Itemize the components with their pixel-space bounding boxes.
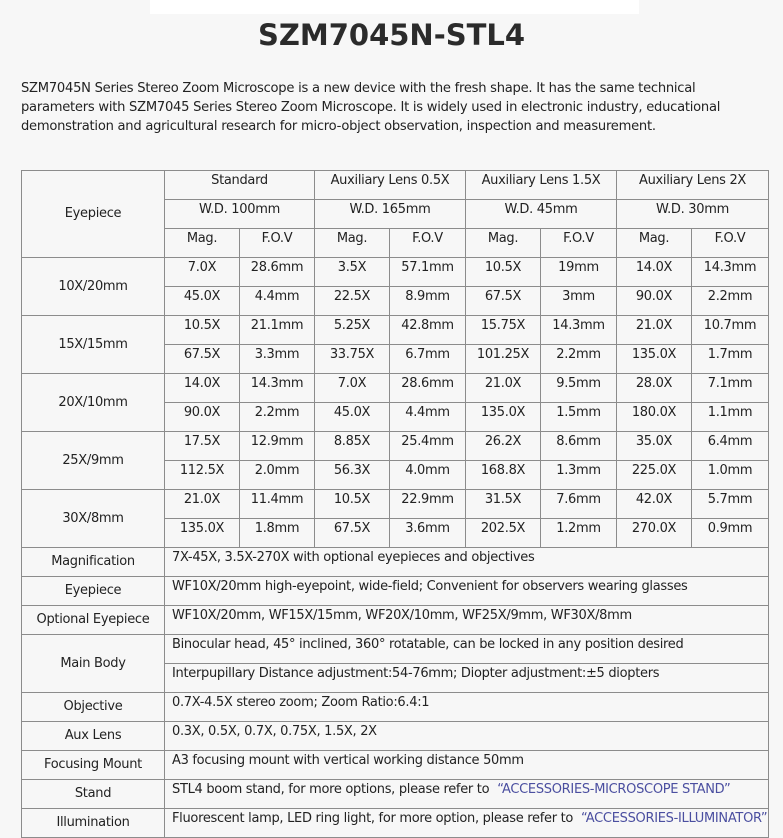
- table-row: [22, 432, 769, 461]
- mag-cell: 180.0X: [617, 403, 692, 432]
- fov-cell: 2.2mm: [240, 403, 315, 432]
- spec-value: [165, 751, 769, 780]
- fov-cell: 22.9mm: [390, 490, 466, 519]
- fov-cell: 2.2mm: [541, 345, 617, 374]
- mag-cell: 270.0X: [617, 519, 692, 548]
- fov-cell: 1.0mm: [692, 461, 769, 490]
- spec-label: Stand: [22, 780, 165, 809]
- table-row: [22, 374, 769, 403]
- mag-cell: 225.0X: [617, 461, 692, 490]
- spec-row: [22, 751, 769, 780]
- spec-value-text: 0.3X, 0.5X, 0.7X, 0.75X, 1.5X, 2X: [172, 724, 377, 739]
- fov-cell: 6.4mm: [692, 432, 769, 461]
- fov-cell: 8.6mm: [541, 432, 617, 461]
- spec-value: [165, 693, 769, 722]
- spec-label: Objective: [22, 693, 165, 722]
- spec-value-text: WF10X/20mm high-eyepoint, wide-field; Convenient for observers wearing glasses: [172, 579, 688, 594]
- mag-cell: 45.0X: [165, 287, 240, 316]
- spec-label: Optional Eyepiece: [22, 606, 165, 635]
- eyepiece-label: 10X/20mm: [22, 258, 165, 316]
- fov-cell: 2.0mm: [240, 461, 315, 490]
- fov-cell: 4.0mm: [390, 461, 466, 490]
- mag-header: Mag.: [315, 229, 390, 258]
- fov-cell: 14.3mm: [692, 258, 769, 287]
- mag-cell: 135.0X: [617, 345, 692, 374]
- fov-cell: 12.9mm: [240, 432, 315, 461]
- spec-row: [22, 722, 769, 751]
- fov-cell: 25.4mm: [390, 432, 466, 461]
- spec-value-text: WF10X/20mm, WF15X/15mm, WF20X/10mm, WF25X/9mm, WF30X/8mm: [172, 608, 632, 623]
- fov-cell: 9.5mm: [541, 374, 617, 403]
- mag-cell: 90.0X: [165, 403, 240, 432]
- eyepiece-label: 20X/10mm: [22, 374, 165, 432]
- spec-row: [22, 548, 769, 577]
- fov-cell: 6.7mm: [390, 345, 466, 374]
- spec-row: [22, 780, 769, 809]
- spec-value-text: A3 focusing mount with vertical working distance 50mm: [172, 753, 524, 768]
- eyepiece-header: Eyepiece: [22, 171, 165, 258]
- mag-cell: 22.5X: [315, 287, 390, 316]
- spec-value: [165, 548, 769, 577]
- mag-cell: 67.5X: [165, 345, 240, 374]
- spec-value-text: Binocular head, 45° inclined, 360° rotatable, can be locked in any position desired: [172, 637, 684, 652]
- mag-header: Mag.: [617, 229, 692, 258]
- spec-row: [22, 606, 769, 635]
- mag-cell: 14.0X: [617, 258, 692, 287]
- mag-header: Mag.: [165, 229, 240, 258]
- fov-cell: 8.9mm: [390, 287, 466, 316]
- mag-cell: 10.5X: [315, 490, 390, 519]
- mag-cell: 135.0X: [466, 403, 541, 432]
- spec-label: Aux Lens: [22, 722, 165, 751]
- spec-label: Magnification: [22, 548, 165, 577]
- group-header: Auxiliary Lens 1.5X: [466, 171, 617, 200]
- group-header: Auxiliary Lens 2X: [617, 171, 769, 200]
- spec-value-text: Interpupillary Distance adjustment:54-76mm; Diopter adjustment:±5 diopters: [172, 666, 660, 681]
- fov-cell: 7.6mm: [541, 490, 617, 519]
- fov-cell: 7.1mm: [692, 374, 769, 403]
- mag-cell: 21.0X: [466, 374, 541, 403]
- fov-cell: 1.8mm: [240, 519, 315, 548]
- mag-cell: 56.3X: [315, 461, 390, 490]
- fov-cell: 1.7mm: [692, 345, 769, 374]
- mag-cell: 135.0X: [165, 519, 240, 548]
- mag-cell: 202.5X: [466, 519, 541, 548]
- mag-cell: 168.8X: [466, 461, 541, 490]
- fov-cell: 19mm: [541, 258, 617, 287]
- mag-cell: 5.25X: [315, 316, 390, 345]
- working-distance-header: W.D. 100mm: [165, 200, 315, 229]
- accessories-link[interactable]: “ACCESSORIES-MICROSCOPE STAND”: [497, 782, 731, 797]
- group-header: Standard: [165, 171, 315, 200]
- mag-cell: 7.0X: [165, 258, 240, 287]
- spec-label: Main Body: [22, 635, 165, 693]
- spec-table: [21, 170, 769, 838]
- fov-cell: 28.6mm: [240, 258, 315, 287]
- eyepiece-label: 25X/9mm: [22, 432, 165, 490]
- spec-row: [22, 809, 769, 838]
- fov-cell: 2.2mm: [692, 287, 769, 316]
- group-header: Auxiliary Lens 0.5X: [315, 171, 466, 200]
- fov-cell: 14.3mm: [541, 316, 617, 345]
- spec-value: [165, 664, 769, 693]
- fov-cell: 3.3mm: [240, 345, 315, 374]
- fov-cell: 3.6mm: [390, 519, 466, 548]
- fov-header: F.O.V: [390, 229, 466, 258]
- top-banner: [150, 0, 639, 14]
- spec-value: [165, 809, 769, 838]
- spec-label: Illumination: [22, 809, 165, 838]
- working-distance-header: W.D. 165mm: [315, 200, 466, 229]
- mag-cell: 101.25X: [466, 345, 541, 374]
- table-row: [22, 490, 769, 519]
- mag-cell: 21.0X: [617, 316, 692, 345]
- mag-cell: 8.85X: [315, 432, 390, 461]
- mag-cell: 7.0X: [315, 374, 390, 403]
- mag-cell: 14.0X: [165, 374, 240, 403]
- accessories-link[interactable]: “ACCESSORIES-ILLUMINATOR”: [581, 811, 768, 826]
- spec-value: [165, 606, 769, 635]
- mag-cell: 31.5X: [466, 490, 541, 519]
- mag-cell: 112.5X: [165, 461, 240, 490]
- fov-header: F.O.V: [240, 229, 315, 258]
- spec-value-text: 7X-45X, 3.5X-270X with optional eyepieces and objectives: [172, 550, 535, 565]
- mag-cell: 35.0X: [617, 432, 692, 461]
- spec-row: [22, 693, 769, 722]
- spec-value-text: STL4 boom stand, for more options, please refer to: [172, 782, 490, 797]
- spec-label: Eyepiece: [22, 577, 165, 606]
- mag-cell: 26.2X: [466, 432, 541, 461]
- mag-cell: 33.75X: [315, 345, 390, 374]
- fov-cell: 10.7mm: [692, 316, 769, 345]
- fov-cell: 5.7mm: [692, 490, 769, 519]
- mag-cell: 10.5X: [466, 258, 541, 287]
- fov-header: F.O.V: [692, 229, 769, 258]
- mag-cell: 10.5X: [165, 316, 240, 345]
- header-row-groups: [22, 171, 769, 200]
- fov-header: F.O.V: [541, 229, 617, 258]
- fov-cell: 14.3mm: [240, 374, 315, 403]
- fov-cell: 11.4mm: [240, 490, 315, 519]
- mag-cell: 15.75X: [466, 316, 541, 345]
- mag-cell: 21.0X: [165, 490, 240, 519]
- spec-row: [22, 577, 769, 606]
- spec-label: Focusing Mount: [22, 751, 165, 780]
- spec-value: [165, 635, 769, 664]
- fov-cell: 1.1mm: [692, 403, 769, 432]
- fov-cell: 1.3mm: [541, 461, 617, 490]
- spec-value-text: Fluorescent lamp, LED ring light, for more option, please refer to: [172, 811, 574, 826]
- mag-cell: 3.5X: [315, 258, 390, 287]
- mag-cell: 67.5X: [315, 519, 390, 548]
- table-row: [22, 258, 769, 287]
- mag-cell: 67.5X: [466, 287, 541, 316]
- fov-cell: 0.9mm: [692, 519, 769, 548]
- mag-cell: 90.0X: [617, 287, 692, 316]
- fov-cell: 4.4mm: [240, 287, 315, 316]
- spec-value: [165, 722, 769, 751]
- fov-cell: 21.1mm: [240, 316, 315, 345]
- fov-cell: 3mm: [541, 287, 617, 316]
- spec-value-text: 0.7X-4.5X stereo zoom; Zoom Ratio:6.4:1: [172, 695, 430, 710]
- fov-cell: 1.5mm: [541, 403, 617, 432]
- fov-cell: 42.8mm: [390, 316, 466, 345]
- spec-value: [165, 780, 769, 809]
- fov-cell: 1.2mm: [541, 519, 617, 548]
- eyepiece-label: 30X/8mm: [22, 490, 165, 548]
- mag-cell: 28.0X: [617, 374, 692, 403]
- mag-cell: 17.5X: [165, 432, 240, 461]
- mag-cell: 42.0X: [617, 490, 692, 519]
- intro-paragraph: SZM7045N Series Stereo Zoom Microscope is a new device with the fresh shape. It has the same technical parameters with SZM7045 Series Stereo Zoom Microscope. It is widely used in electronic industry, educational demonstration and agricultural research for micro-object observation, inspection and measurement.: [21, 81, 721, 134]
- spec-row: [22, 635, 769, 664]
- eyepiece-label: 15X/15mm: [22, 316, 165, 374]
- page-title: SZM7045N-STL4: [257, 18, 526, 52]
- mag-header: Mag.: [466, 229, 541, 258]
- table-row: [22, 316, 769, 345]
- fov-cell: 57.1mm: [390, 258, 466, 287]
- fov-cell: 4.4mm: [390, 403, 466, 432]
- spec-value: [165, 577, 769, 606]
- mag-cell: 45.0X: [315, 403, 390, 432]
- working-distance-header: W.D. 30mm: [617, 200, 769, 229]
- fov-cell: 28.6mm: [390, 374, 466, 403]
- working-distance-header: W.D. 45mm: [466, 200, 617, 229]
